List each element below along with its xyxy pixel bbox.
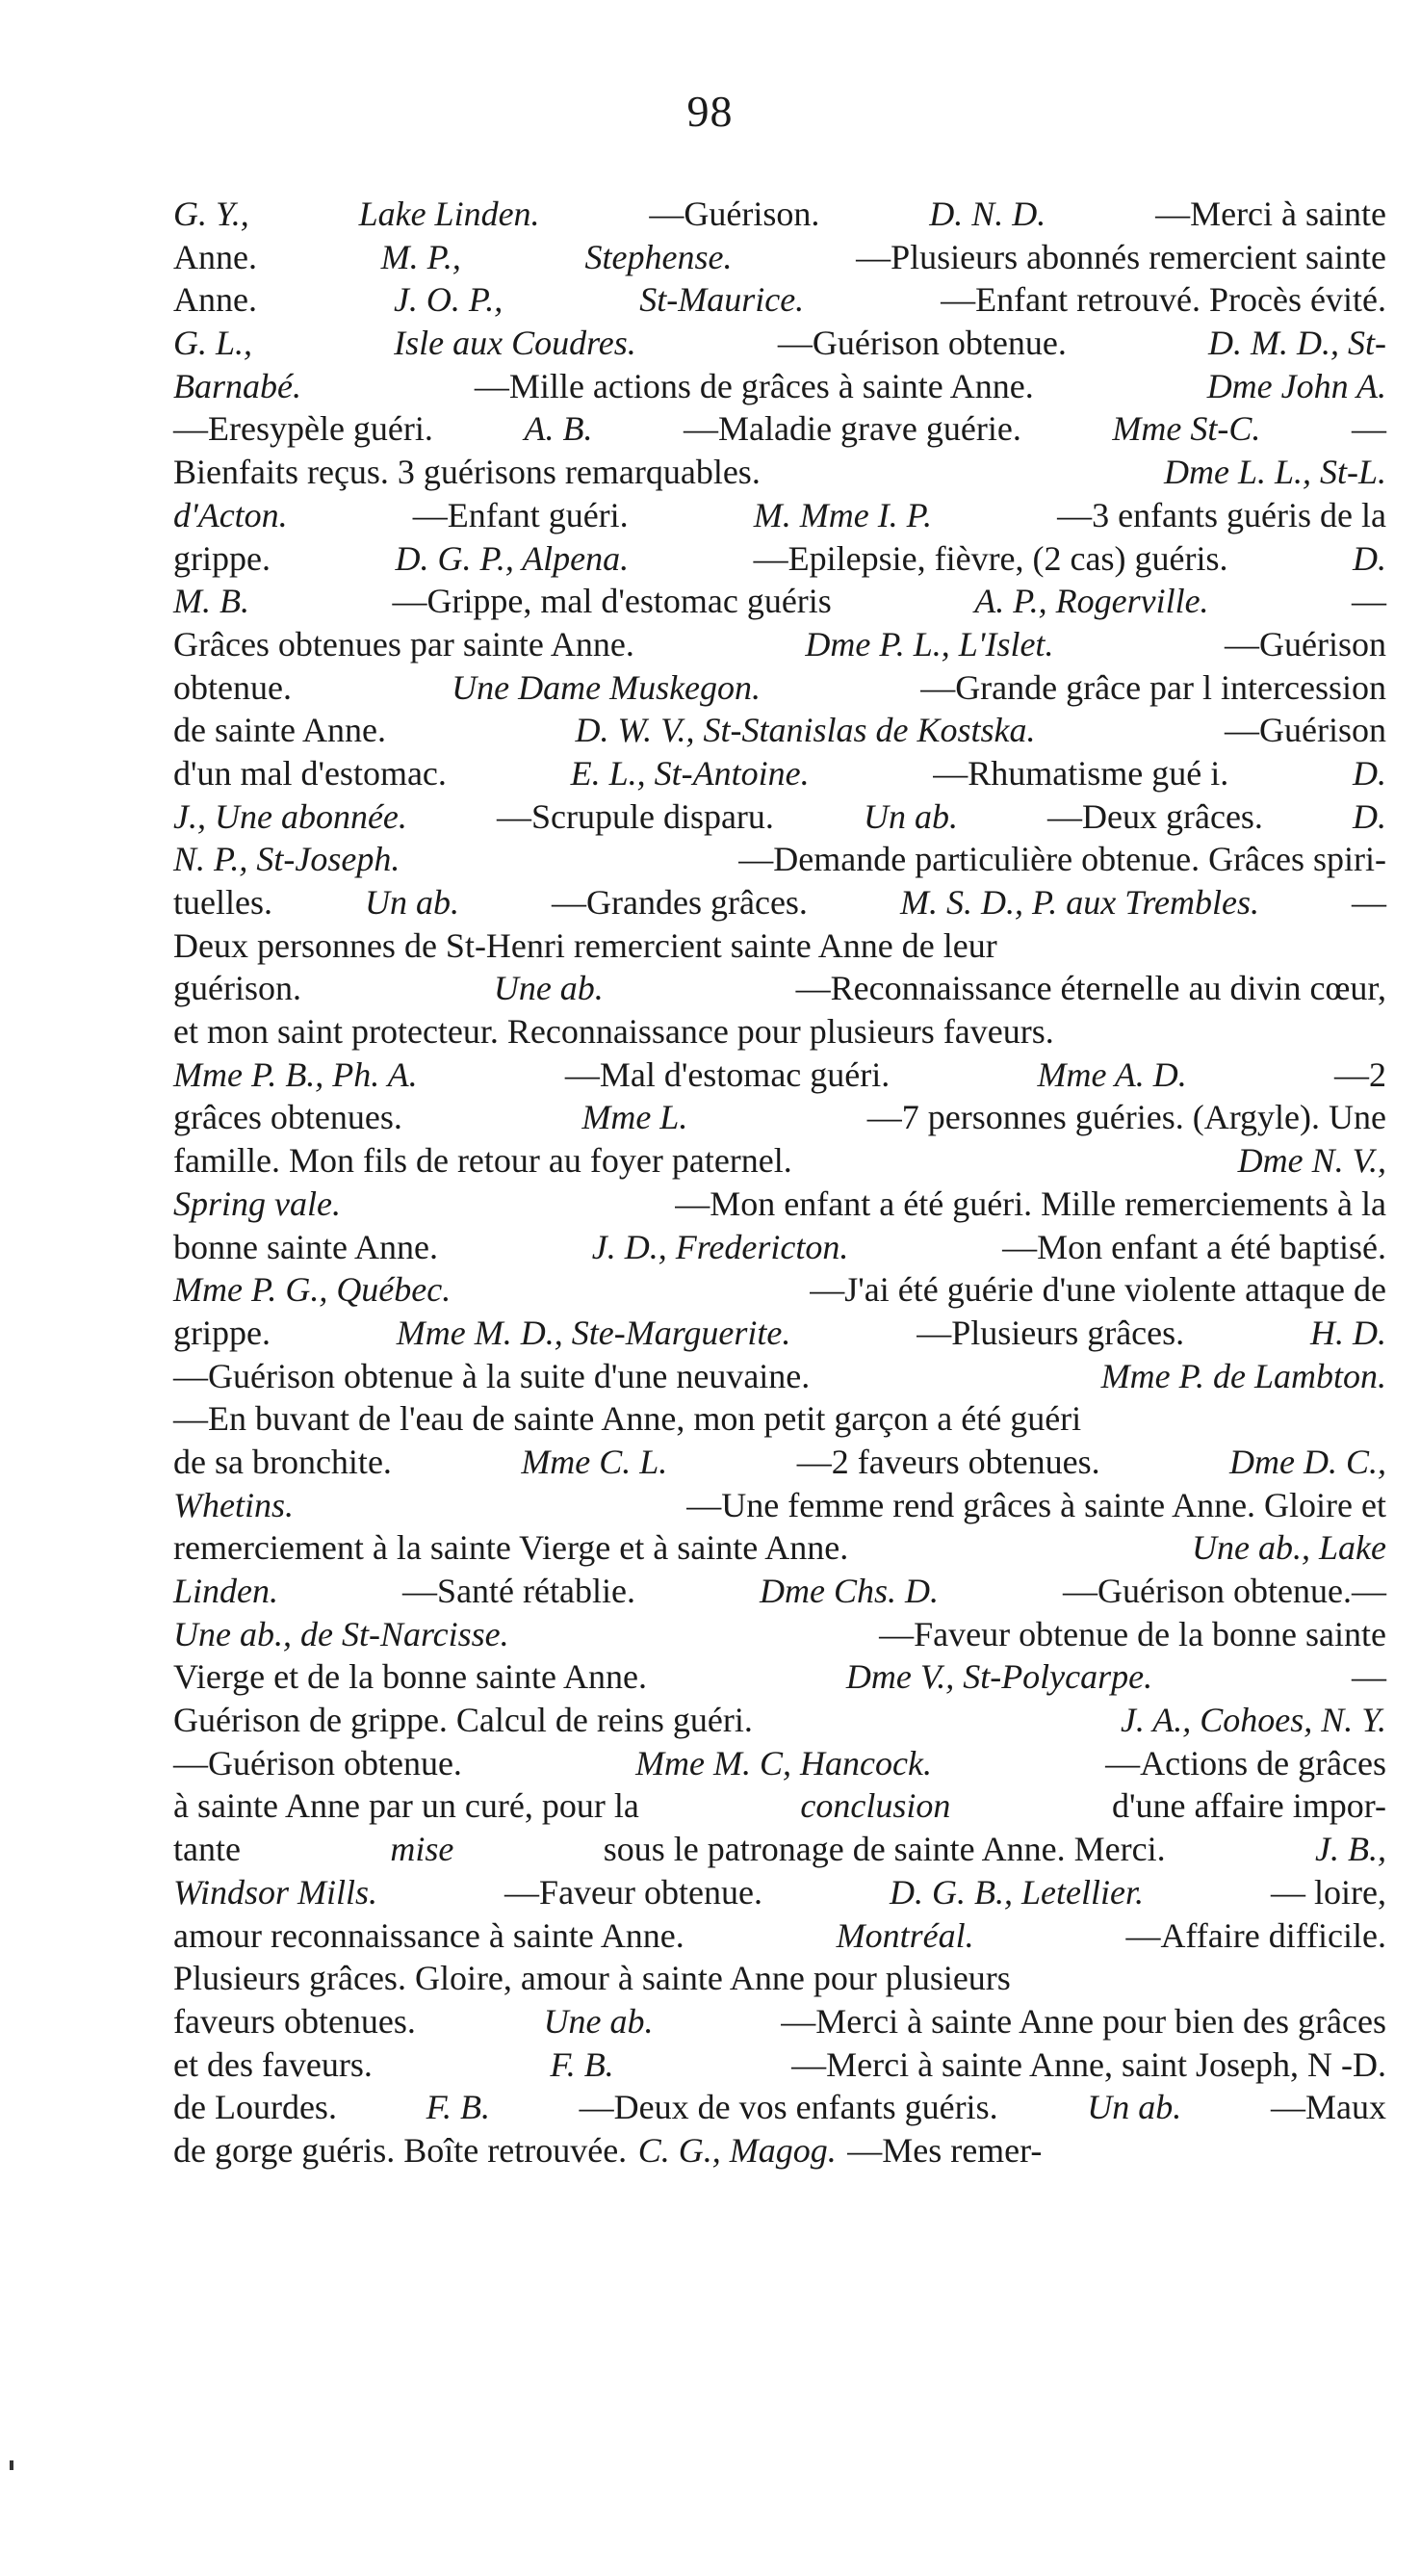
text-line (173, 1397, 1386, 1441)
text-segment: —Faveur obtenue de la bonne sainte (879, 1614, 1386, 1653)
text-segment: —Merci à sainte Anne pour bien des grâces (781, 2001, 1386, 2041)
text-line (173, 494, 1386, 537)
text-segment: Plusieurs grâces. Gloire, amour à sainte Anne pour plusieurs (173, 1959, 1011, 1998)
text-segment: — (1352, 582, 1386, 621)
text-segment: —Scrupule disparu. (496, 796, 774, 836)
text-line (173, 752, 1386, 795)
text-line (173, 1268, 1386, 1312)
text-segment: bonne sainte Anne. (173, 1227, 438, 1266)
text-line (173, 967, 1386, 1010)
text-segment: — (1352, 1657, 1386, 1697)
text-line (173, 924, 1386, 968)
text-segment: —2 faveurs obtenues. (796, 1442, 1100, 1481)
text-line (173, 1096, 1386, 1139)
text-line (173, 1570, 1386, 1613)
text-segment: —Santé rétablie. (402, 1572, 635, 1610)
italic-reference: J. D., Fredericton. (591, 1227, 849, 1266)
text-segment: —Guérison. (649, 195, 820, 233)
italic-reference: Mme M. C, Hancock. (635, 1743, 932, 1782)
text-segment: Vierge et de la bonne sainte Anne. (173, 1657, 648, 1697)
italic-reference: Dme P. L., L'Islet. (805, 624, 1054, 664)
italic-reference: Linden. (173, 1572, 279, 1610)
text-line (173, 1139, 1386, 1183)
text-segment: —7 personnes guéries. (Argyle). Une (866, 1098, 1386, 1137)
italic-reference: conclusion (800, 1786, 951, 1826)
text-segment: —Grippe, mal d'estomac guéris (392, 582, 832, 621)
italic-reference: Dme D. C., (1229, 1442, 1386, 1481)
text-segment: de Lourdes. (173, 2088, 337, 2127)
italic-reference: D. G. B., Letellier. (890, 1872, 1144, 1912)
text-segment: d'une affaire impor- (1112, 1786, 1386, 1826)
italic-reference: Mme L. (581, 1098, 688, 1137)
text-line (173, 1784, 1386, 1828)
italic-reference: F. B. (426, 2088, 490, 2127)
italic-reference: Windsor Mills. (173, 1872, 378, 1912)
italic-reference: Un ab. (1087, 2088, 1182, 2127)
italic-reference: J. A., Cohoes, N. Y. (1120, 1701, 1386, 1740)
italic-reference: Lake Linden. (358, 195, 540, 233)
italic-reference: F. B. (550, 2044, 614, 2084)
text-segment: —Guérison obtenue à la suite d'une neuvaine. (173, 1356, 811, 1395)
italic-reference: A. B. (524, 409, 593, 449)
text-line (173, 1699, 1386, 1742)
text-segment: de sainte Anne. (173, 711, 386, 750)
text-line (173, 838, 1386, 881)
italic-reference: H. D. (1309, 1313, 1386, 1352)
text-segment: —Mon enfant a été guéri. Mille remerciements à la (675, 1184, 1386, 1223)
text-segment: —Actions de grâces (1105, 1743, 1386, 1782)
text-line (173, 623, 1386, 666)
text-segment: —Deux grâces. (1047, 796, 1263, 836)
italic-reference: Mme P. de Lambton. (1100, 1356, 1386, 1395)
italic-reference: M. Mme I. P. (753, 495, 933, 534)
italic-reference: Barnabé. (173, 366, 301, 405)
text-line (173, 1054, 1386, 1097)
text-segment: Deux personnes de St-Henri remercient sainte Anne de leur (173, 925, 997, 965)
italic-reference: G. Y., (173, 195, 249, 233)
text-line (173, 322, 1386, 365)
text-line (173, 1441, 1386, 1484)
text-segment: Grâces obtenues par sainte Anne. (173, 624, 634, 664)
text-line (173, 2043, 1386, 2087)
text-segment: —2 (1333, 1054, 1386, 1094)
italic-reference: mise (390, 1830, 454, 1869)
text-segment: Bienfaits reçus. 3 guérisons remarquables. (173, 453, 761, 492)
italic-reference: Spring vale. (173, 1184, 341, 1223)
text-segment: —Mes remer- (847, 2130, 1043, 2170)
italic-reference: D. (1352, 796, 1386, 836)
text-line (173, 1742, 1386, 1785)
text-line (173, 1226, 1386, 1269)
italic-reference: d'Acton. (173, 495, 288, 534)
text-line (173, 537, 1386, 581)
text-segment: —Guérison obtenue. (777, 324, 1067, 363)
italic-reference: Une Dame Muskegon. (452, 667, 762, 707)
text-segment: à sainte Anne par un curé, pour la (173, 1786, 639, 1826)
text-line (173, 236, 1386, 279)
text-segment: —En buvant de l'eau de sainte Anne, mon petit garçon a été guéri (173, 1399, 1082, 1439)
italic-reference: D. M. D., St- (1207, 324, 1386, 363)
text-segment: de gorge guéris. Boîte retrouvée. (173, 2130, 628, 2170)
text-line (173, 795, 1386, 839)
text-segment: —Mille actions de grâces à sainte Anne. (474, 366, 1034, 405)
text-line (173, 881, 1386, 924)
italic-reference: Un ab. (863, 796, 958, 836)
italic-reference: D. (1352, 538, 1386, 578)
italic-reference: Mme St-C. (1112, 409, 1261, 449)
text-segment: —Affaire difficile. (1125, 1915, 1386, 1955)
italic-reference: J., Une abonnée. (173, 796, 407, 836)
italic-reference: Dme John A. (1206, 366, 1386, 405)
text-segment: tuelles. (173, 883, 272, 922)
italic-reference: D. G. P., Alpena. (395, 538, 630, 578)
text-segment: faveurs obtenues. (173, 2001, 416, 2041)
italic-reference: Mme M. D., Ste-Marguerite. (396, 1313, 791, 1352)
text-line (173, 1828, 1386, 1871)
italic-reference: Mme P. G., Québec. (173, 1270, 452, 1310)
italic-reference: Mme A. D. (1037, 1054, 1187, 1094)
italic-reference: Un ab. (365, 883, 460, 922)
text-segment: amour reconnaissance à sainte Anne. (173, 1915, 684, 1955)
margin-mark (10, 2460, 13, 2470)
text-segment: grippe. (173, 538, 271, 578)
italic-reference: Dme Chs. D. (760, 1572, 939, 1610)
text-segment: —Demande particulière obtenue. Grâces spiri- (738, 840, 1386, 879)
italic-reference: St-Maurice. (639, 280, 805, 320)
italic-reference: A. P., Rogerville. (974, 582, 1209, 621)
text-segment: famille. Mon fils de retour au foyer paternel. (173, 1141, 792, 1181)
text-segment: —Une femme rend grâces à sainte Anne. Gloire et (686, 1485, 1386, 1524)
text-segment: —Mon enfant a été baptisé. (1002, 1227, 1386, 1266)
italic-reference: J. O. P., (393, 280, 503, 320)
text-segment: —Guérison obtenue.— (1063, 1572, 1386, 1610)
text-line (173, 580, 1386, 623)
text-segment: obtenue. (173, 667, 292, 707)
text-line (173, 193, 1386, 236)
italic-reference: Une ab., Lake (1192, 1528, 1386, 1568)
italic-reference: C. G., Magog. (637, 2130, 837, 2170)
text-segment: —3 enfants guéris de la (1057, 495, 1386, 534)
text-line (173, 1312, 1386, 1355)
italic-reference: Une ab. (493, 969, 604, 1008)
text-segment: —Reconnaissance éternelle au divin cœur, (795, 969, 1386, 1008)
text-segment: Anne. (173, 237, 257, 276)
text-segment: — (1352, 883, 1386, 922)
text-segment: —Grande grâce par l intercession (920, 667, 1386, 707)
text-segment: Anne. (173, 280, 257, 320)
text-line (173, 1010, 1386, 1054)
italic-reference: M. P., (380, 237, 461, 276)
text-line (173, 1526, 1386, 1570)
italic-reference: E. L., St-Antoine. (570, 753, 810, 793)
italic-reference: D. W. V., St-Stanislas de Kostska. (575, 711, 1036, 750)
text-line (173, 451, 1386, 494)
text-segment: —Merci à sainte Anne, saint Joseph, N -D. (791, 2044, 1386, 2084)
italic-reference: Dme N. V., (1237, 1141, 1386, 1181)
text-line (173, 1871, 1386, 1914)
italic-reference: M. S. D., P. aux Trembles. (899, 883, 1259, 922)
text-segment: —Maux (1270, 2088, 1386, 2127)
text-segment: —Enfant retrouvé. Procès évité. (941, 280, 1386, 320)
text-segment: —Plusieurs grâces. (917, 1313, 1185, 1352)
italic-reference: Whetins. (173, 1485, 294, 1524)
text-segment: —Merci à sainte (1155, 195, 1386, 233)
italic-reference: G. L., (173, 324, 253, 363)
text-segment: grâces obtenues. (173, 1098, 402, 1137)
italic-reference: Dme V., St-Polycarpe. (845, 1657, 1153, 1697)
text-line (173, 1655, 1386, 1699)
italic-reference: M. B. (173, 582, 249, 621)
italic-reference: D. (1352, 753, 1386, 793)
text-segment: et des faveurs. (173, 2044, 373, 2084)
italic-reference: N. P., St-Joseph. (173, 840, 400, 879)
italic-reference: Une ab. (543, 2001, 654, 2041)
text-line (173, 365, 1386, 408)
text-line (173, 2000, 1386, 2043)
italic-reference: Dme L. L., St-L. (1163, 453, 1386, 492)
italic-reference: Isle aux Coudres. (394, 324, 636, 363)
text-line (173, 1183, 1386, 1226)
text-segment: — (1351, 409, 1386, 449)
text-segment: —Faveur obtenue. (504, 1872, 762, 1912)
text-segment: de sa bronchite. (173, 1442, 392, 1481)
text-segment: tante (173, 1830, 241, 1869)
text-line (173, 278, 1386, 322)
text-line (173, 407, 1386, 451)
text-segment: —Epilepsie, fièvre, (2 cas) guéris. (753, 538, 1228, 578)
text-line (173, 2129, 1386, 2173)
text-segment: grippe. (173, 1313, 271, 1352)
text-segment: —Mal d'estomac guéri. (564, 1054, 891, 1094)
text-segment: — loire, (1271, 1872, 1386, 1912)
italic-reference: Une ab., de St-Narcisse. (173, 1614, 509, 1653)
text-line (173, 1613, 1386, 1656)
text-line (173, 709, 1386, 752)
text-line (173, 1355, 1386, 1398)
italic-reference: Mme C. L. (521, 1442, 668, 1481)
text-segment: —Enfant guéri. (412, 495, 629, 534)
italic-reference: Mme P. B., Ph. A. (173, 1054, 418, 1094)
text-line (173, 666, 1386, 710)
text-segment: —Maladie grave guérie. (684, 409, 1021, 449)
text-segment: —J'ai été guérie d'une violente attaque de (810, 1270, 1386, 1310)
text-segment: remerciement à la sainte Vierge et à sainte Anne. (173, 1528, 849, 1568)
text-segment: guérison. (173, 969, 301, 1008)
italic-reference: Montréal. (836, 1915, 974, 1955)
italic-reference: Stephense. (584, 237, 733, 276)
text-line (173, 1957, 1386, 2000)
text-block (173, 193, 1386, 2173)
text-segment: et mon saint protecteur. Reconnaissance pour plusieurs faveurs. (173, 1012, 1054, 1052)
text-segment: —Guérison (1225, 624, 1386, 664)
text-line (173, 1484, 1386, 1527)
text-segment: sous le patronage de sainte Anne. Merci. (603, 1830, 1166, 1869)
text-segment: —Guérison obtenue. (173, 1743, 462, 1782)
text-line (173, 1914, 1386, 1958)
text-segment: —Rhumatisme gué i. (933, 753, 1229, 793)
text-segment: —Eresypèle guéri. (173, 409, 433, 449)
text-segment: d'un mal d'estomac. (173, 753, 447, 793)
text-segment: Guérison de grippe. Calcul de reins guéri. (173, 1701, 753, 1740)
text-segment: —Deux de vos enfants guéris. (579, 2088, 998, 2127)
page-number: 98 (686, 87, 734, 136)
text-segment: —Guérison (1225, 711, 1386, 750)
text-line (173, 2086, 1386, 2129)
italic-reference: D. N. D. (929, 195, 1046, 233)
italic-reference: J. B., (1315, 1830, 1386, 1869)
text-segment: —Grandes grâces. (552, 883, 808, 922)
text-segment: —Plusieurs abonnés remercient sainte (856, 237, 1386, 276)
